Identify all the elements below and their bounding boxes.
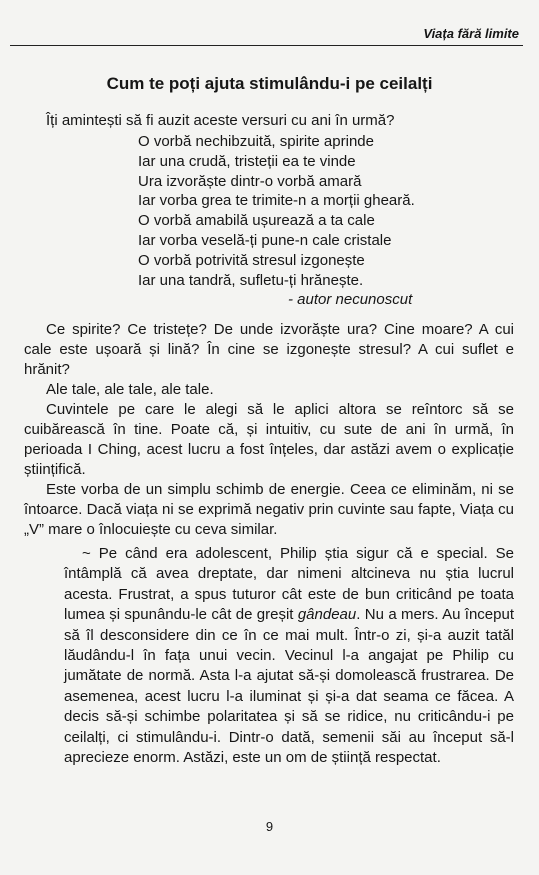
- section-title: Cum te poți ajuta stimulându-i pe ceilalți: [106, 74, 433, 93]
- running-head-title: Viața fără limite: [423, 26, 519, 41]
- story-example: [64, 544, 514, 768]
- body-text: [24, 320, 514, 540]
- poem-line: Iar vorba veselă-ți pune-n cale cristale: [138, 231, 392, 249]
- poem-line: O vorbă amabilă ușurează a ta cale: [138, 212, 375, 230]
- poem-line: Iar una tandră, sufletu-ți hrănește.: [138, 271, 364, 289]
- paragraph: Ale tale, ale tale, ale tale.: [46, 381, 214, 398]
- story-emphasis: gândeau: [297, 606, 357, 624]
- paragraph: Ce spirite? Ce tristețe? De unde izvorăște ura? Cine moare? A cui cale este ușoară și lină? În cine se izgonește stresul? A cui suflet e hrănit?: [24, 321, 514, 378]
- story-text-after: . Nu a mers. Au început să îl desconsidere din ce în ce mai mult. Într-o zi, și-a auzit tatăl lăudându-l în fața unui vecin. Vecinul l-a angajat pe Philip cu jumătate de normă. Asta l-a ajutat să-și domolească frustrarea. De asemenea, acest lucru l-a iluminat și și-a dat seama ce făcea. A decis să-și schimbe polaritatea și să se ridice, nu criticându-i pe ceilalți, ci stimulându-i. Dintr-o dată, semenii săi au început să-l aprecieze enorm. Astăzi, este un om de știință respectat.: [64, 606, 514, 767]
- paragraph: Cuvintele pe care le alegi să le aplici altora se reîntorc să se cuibărească în tine. Poate că, și intuitiv, cu sute de ani în urmă, în perioada I Ching, acest lucru a fost înțeles, dar astăzi avem o explicație științifică.: [24, 401, 514, 478]
- poem-line: Ura izvorăște dintr-o vorbă amară: [138, 172, 362, 190]
- poem-line: Iar una crudă, tristeții ea te vinde: [138, 152, 356, 170]
- story-paragraph: [64, 544, 514, 768]
- header-rule: [10, 45, 523, 46]
- paragraph: Este vorba de un simplu schimb de energie. Ceea ce eliminăm, ni se întoarce. Dacă viața ni se exprimă negativ prin cuvinte sau fapte, Viața cu „V” mare o înlocuiește cu ceva similar.: [24, 481, 514, 538]
- poem-author: - autor necunoscut: [288, 291, 413, 309]
- page-number: 9: [265, 819, 274, 834]
- intro-line: Îți amintești să fi auzit aceste versuri cu ani în urmă?: [46, 112, 395, 129]
- poem-line: O vorbă potrivită stresul izgonește: [138, 251, 365, 269]
- story-text-before: ~ Pe când era adolescent, Philip știa sigur că e special. Se întâmplă că avea dreptate, dar nimeni altcineva nu știa lucrul acesta. Frustrat, a spus tuturor cât este de bun criticând pe toata lumea și spunându-le cât de greșit: [64, 545, 514, 624]
- poem: [138, 132, 415, 310]
- poem-line: O vorbă nechibzuită, spirite aprinde: [138, 133, 374, 150]
- poem-line: Iar vorba grea te trimite-n a morții gheară.: [138, 192, 415, 210]
